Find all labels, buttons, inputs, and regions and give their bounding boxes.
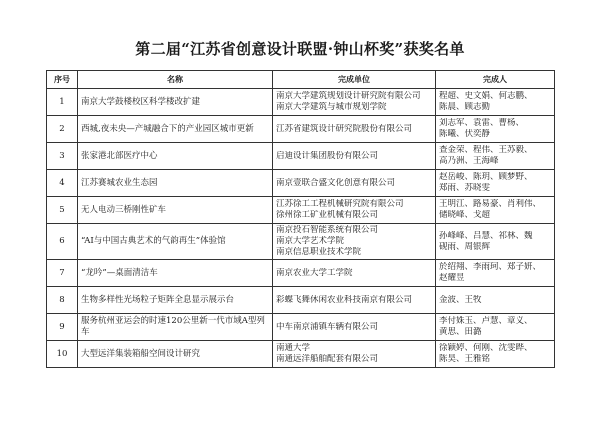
table-row [47, 341, 555, 368]
people-line: 砚雨、周银辉 [439, 241, 491, 252]
people-line: 陈昊、王雅铭 [439, 354, 491, 364]
completion-unit [273, 314, 436, 341]
unit-line: 徐州徐工矿业机械有限公司 [276, 210, 379, 220]
completion-unit [273, 116, 436, 143]
project-name: 服务杭州亚运会的时速120公里新一代市域A型列车 [78, 314, 273, 341]
people-line: 李付姝玉、卢慧、章义、 [439, 316, 533, 326]
row-number: 3 [47, 143, 78, 170]
unit-line: 南通大学 [276, 343, 311, 353]
header-unit: 完成单位 [273, 71, 436, 89]
people-line: 金波、王牧 [439, 294, 482, 305]
row-number: 5 [47, 197, 78, 224]
project-name: 江苏赛城农业生态园 [78, 170, 273, 197]
header-num: 序号 [47, 71, 78, 89]
table-row [47, 260, 555, 287]
unit-line: 江苏徐工工程机械研究院有限公司 [276, 199, 404, 209]
people-line: 陈曦、伏奕静 [439, 129, 491, 139]
people-line: 赵耀昱 [439, 273, 465, 283]
unit-line: 南京大学艺术学院 [276, 236, 345, 246]
completion-people [436, 170, 555, 197]
table-row [47, 89, 555, 116]
table-row [47, 170, 555, 197]
people-line: 程超、史文娟、何志鹏、 [439, 91, 533, 101]
header-name: 名称 [78, 71, 273, 89]
unit-line: 南京农业大学工学院 [276, 267, 353, 278]
project-name: 无人电动三桥刚性矿车 [78, 197, 273, 224]
project-name: 大型远洋集装箱船空间设计研究 [78, 341, 273, 368]
completion-people [436, 287, 555, 314]
unit-line: 南京大学建筑规划设计研究院有限公司 [276, 91, 421, 101]
completion-unit [273, 143, 436, 170]
table-body [47, 89, 555, 368]
row-number: 2 [47, 116, 78, 143]
row-number: 9 [47, 314, 78, 341]
people-line: 储晓峰、戈超 [439, 210, 491, 220]
completion-unit [273, 170, 436, 197]
row-number: 8 [47, 287, 78, 314]
unit-line: 南京大学建筑与城市规划学院 [276, 102, 387, 112]
unit-line: 南通远洋船舶配套有限公司 [276, 354, 379, 364]
people-line: 陈晨、顾志勤 [439, 102, 491, 112]
table-row [47, 224, 555, 260]
completion-unit [273, 197, 436, 224]
awards-table [46, 70, 555, 368]
row-number: 1 [47, 89, 78, 116]
unit-line: 中车南京浦镇车辆有限公司 [276, 321, 379, 332]
project-name: 南京大学鼓楼校区科学楼改扩建 [78, 89, 273, 116]
unit-line: 南京信息职业技术学院 [276, 247, 362, 257]
header-people: 完成人 [436, 71, 555, 89]
unit-line: 启迪设计集团股份有限公司 [276, 150, 379, 161]
page-title: 第二届“江苏省创意设计联盟·钟山杯奖”获奖名单 [135, 40, 465, 58]
table-row [47, 197, 555, 224]
completion-unit [273, 89, 436, 116]
people-line: 赵岳峻、陈玥、顾梦野、 [439, 172, 533, 182]
completion-people [436, 314, 555, 341]
completion-people [436, 143, 555, 170]
row-number: 6 [47, 224, 78, 260]
completion-people [436, 341, 555, 368]
people-line: 刘志军、袁雷、曹杨、 [439, 118, 525, 128]
people-line: 於绍翔、李雨珂、郑子妍、 [439, 262, 542, 272]
people-line: 黄思、田潞 [439, 327, 482, 337]
project-name: 生物多样性光场粒子矩阵全息显示展示台 [78, 287, 273, 314]
completion-people [436, 116, 555, 143]
completion-unit [273, 260, 436, 287]
completion-unit [273, 287, 436, 314]
table-row [47, 143, 555, 170]
people-line: 查金荣、程伟、王苏毅、 [439, 145, 533, 155]
table-row [47, 287, 555, 314]
project-name: “龙吟”—桌面清洁车 [78, 260, 273, 287]
table-row [47, 314, 555, 341]
unit-line: 江苏省建筑设计研究院股份有限公司 [276, 123, 413, 134]
people-line: 孙峰峰、吕慧、祁林、魏 [439, 230, 533, 241]
unit-line: 南京投石智能系统有限公司 [276, 225, 379, 235]
completion-people [436, 260, 555, 287]
people-line: 高乃洲、王海峰 [439, 156, 499, 166]
table-header-row [47, 71, 555, 89]
completion-unit [273, 341, 436, 368]
table-row [47, 116, 555, 143]
people-line: 王明江、路易豪、肖利伟、 [439, 199, 542, 209]
people-line: 郑雨、苏晓雯 [439, 183, 491, 193]
completion-people [436, 89, 555, 116]
unit-line: 南京壹联合盛文化创意有限公司 [276, 177, 396, 188]
row-number: 4 [47, 170, 78, 197]
row-number: 7 [47, 260, 78, 287]
unit-line: 彩蝶飞舞休闲农业科技南京有限公司 [276, 294, 413, 305]
people-line: 徐颖婷、何刚、沈雯晔、 [439, 343, 533, 353]
completion-people [436, 197, 555, 224]
row-number: 10 [47, 341, 78, 368]
project-name: 西城,夜未央—产城融合下的产业园区城市更新 [78, 116, 273, 143]
completion-people [436, 224, 555, 260]
project-name: “AI与中国古典艺术的气韵再生”体验馆 [78, 224, 273, 260]
completion-unit [273, 224, 436, 260]
project-name: 张家港北部医疗中心 [78, 143, 273, 170]
